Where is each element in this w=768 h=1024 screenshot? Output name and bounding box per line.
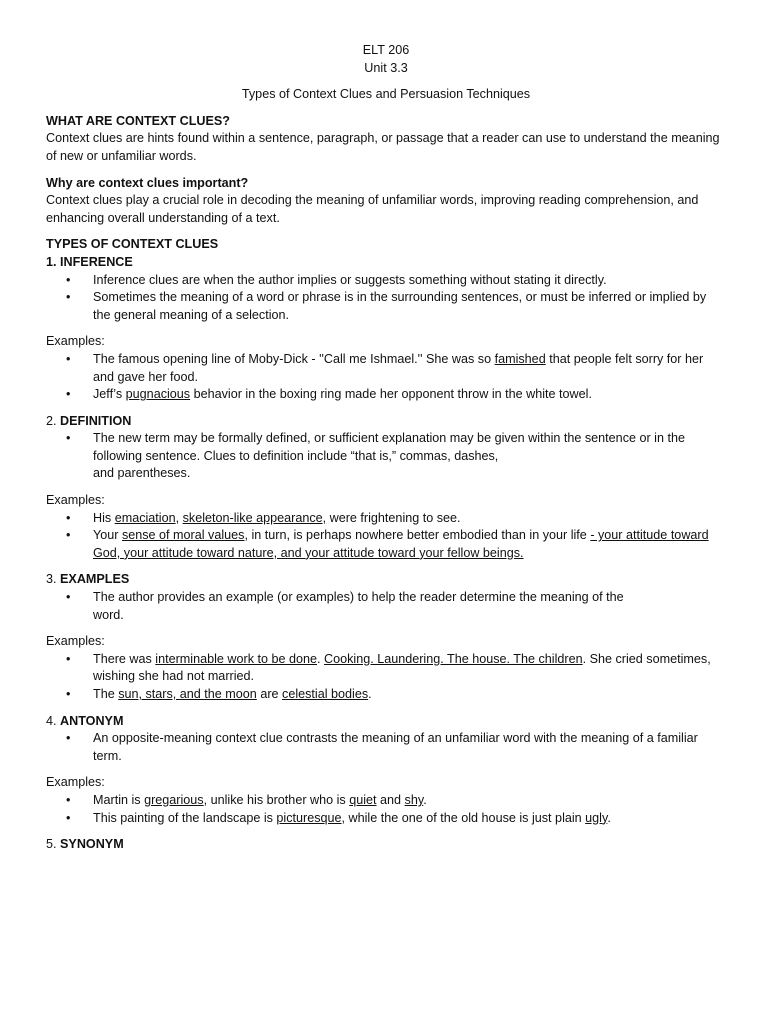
list-item: • There was interminable work to be done. Cooking. Laundering. The house. The children. She cried sometimes, wishing she had not married. bbox=[46, 651, 726, 686]
examples-label: Examples: bbox=[46, 334, 105, 349]
list-item: • Sometimes the meaning of a word or phrase is in the surrounding sentences, or must be inferred or implied by the general meaning of a selection. bbox=[46, 289, 726, 324]
examples-heading: 3. EXAMPLES bbox=[46, 572, 130, 587]
underlined-term: interminable work to be done bbox=[155, 651, 318, 666]
underlined-term: sun, stars, and the moon bbox=[118, 687, 257, 701]
document-body bbox=[46, 42, 726, 854]
underlined-term: skeleton-like appearance, bbox=[182, 510, 327, 525]
what-section bbox=[46, 113, 726, 166]
antonym-bullets bbox=[46, 730, 726, 765]
synonym-heading: 5. SYNONYM bbox=[46, 837, 124, 852]
antonym-heading: 4. ANTONYM bbox=[46, 713, 124, 728]
list-item: • The famous opening line of Moby-Dick - ''Call me Ishmael.'' She was so famished that people felt sorry for her and gave her food. bbox=[46, 351, 726, 386]
inference-examples bbox=[46, 351, 726, 404]
list-item: • Jeff’s pugnacious behavior in the boxing ring made her opponent throw in the white towel. bbox=[46, 386, 726, 404]
types-heading: TYPES OF CONTEXT CLUES bbox=[46, 237, 219, 252]
list-item: • The new term may be formally defined, or sufficient explanation may be given within the sentence or in the following sentence. Clues to definition include “that is,” commas, dashes, and parentheses. bbox=[46, 430, 726, 483]
list-item: • Inference clues are when the author implies or suggests something without stating it directly. bbox=[46, 272, 726, 290]
underlined-term: - your attitude toward God, your attitude toward nature, and your attitude toward your fellow beings. bbox=[93, 528, 709, 560]
underlined-term: sense of moral values bbox=[121, 528, 245, 543]
underlined-term: famished bbox=[494, 351, 546, 366]
document-title: Types of Context Clues and Persuasion Techniques bbox=[241, 87, 531, 102]
what-body: Context clues are hints found within a sentence, paragraph, or passage that a reader can use to understand the meaning of new or unfamiliar words. bbox=[46, 131, 720, 163]
underlined-term: shy bbox=[404, 792, 424, 807]
why-body: Context clues play a crucial role in decoding the meaning of unfamiliar words, improving reading comprehension, and enhancing overall understanding of a text. bbox=[46, 193, 699, 225]
list-item: • His emaciation, skeleton-like appearance, were frightening to see. bbox=[46, 510, 726, 528]
list-item: • The sun, stars, and the moon are celestial bodies. bbox=[46, 686, 726, 704]
underlined-term: ugly bbox=[585, 810, 608, 825]
why-section bbox=[46, 175, 726, 228]
why-heading: Why are context clues important? bbox=[46, 175, 249, 190]
what-heading: WHAT ARE CONTEXT CLUES? bbox=[46, 113, 230, 128]
inference-heading: 1. INFERENCE bbox=[46, 254, 133, 269]
underlined-term: Cooking. Laundering. The house. The children bbox=[324, 651, 583, 666]
underlined-term: picturesque bbox=[276, 810, 342, 825]
antonym-examples bbox=[46, 792, 726, 827]
inference-bullets bbox=[46, 272, 726, 325]
course-code: ELT 206 bbox=[362, 43, 410, 57]
underlined-term: celestial bodies bbox=[282, 687, 369, 701]
list-item: • An opposite-meaning context clue contrasts the meaning of an unfamiliar word with the meaning of a familiar term. bbox=[46, 730, 726, 765]
unit-number: Unit 3.3 bbox=[364, 60, 408, 75]
examples-label: Examples: bbox=[46, 493, 105, 508]
underlined-term: gregarious bbox=[144, 792, 204, 807]
examples-examples bbox=[46, 651, 726, 704]
examples-label: Examples: bbox=[46, 775, 105, 790]
list-item: • Martin is gregarious, unlike his brother who is quiet and shy. bbox=[46, 792, 726, 810]
underlined-term: pugnacious bbox=[125, 387, 191, 402]
underlined-term: quiet bbox=[349, 792, 377, 807]
underlined-term: emaciation bbox=[114, 510, 176, 525]
types-section bbox=[46, 236, 726, 271]
definition-heading: 2. DEFINITION bbox=[46, 413, 132, 428]
list-item: • The author provides an example (or examples) to help the reader determine the meaning of the word. bbox=[46, 589, 726, 624]
examples-label: Examples: bbox=[46, 634, 105, 649]
definition-bullets bbox=[46, 430, 726, 483]
definition-examples bbox=[46, 510, 726, 563]
list-item: • This painting of the landscape is picturesque, while the one of the old house is just plain ugly. bbox=[46, 810, 726, 828]
examples-bullets bbox=[46, 589, 726, 624]
list-item: • Your sense of moral values, in turn, is perhaps nowhere better embodied than in your life - your attitude toward God, your attitude toward nature, and your attitude toward your fellow beings. bbox=[46, 527, 726, 562]
